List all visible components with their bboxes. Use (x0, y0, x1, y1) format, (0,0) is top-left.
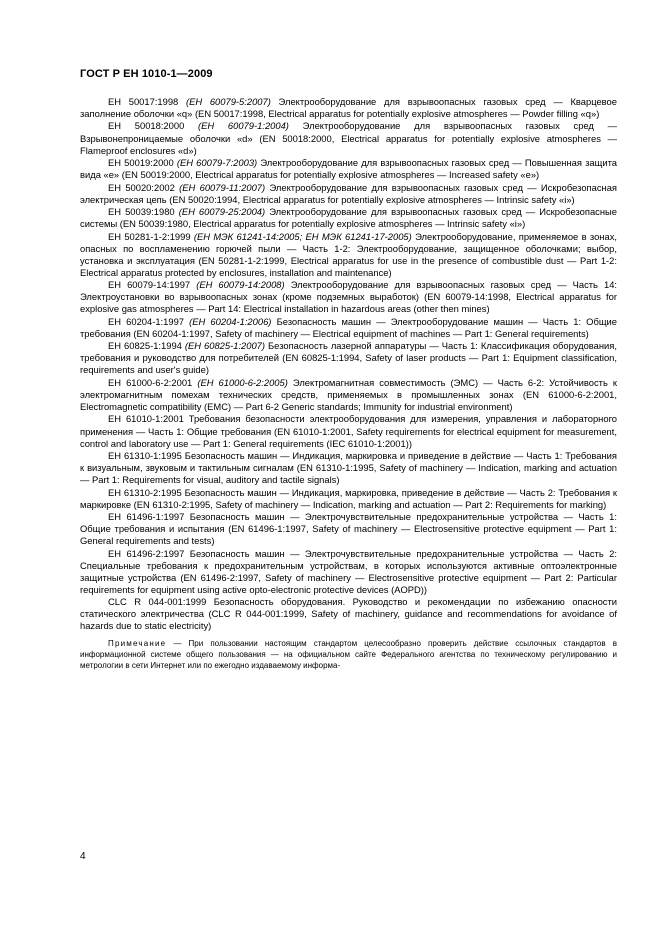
standard-id: ЕН 50018:2000 (108, 120, 185, 132)
list-item (80, 340, 617, 376)
standard-description: Безопасность машин — Электрочувствительные предохранительные устройства — Часть 2: Специальные требования к предохранительным устройствам, в которых используются активные оптоэлектронные защитные устройства (EN 61496-2:1997, Safety of machinery — Electrosensitive protective equipment — Part 2: Particular requirements for equipment using active opto-electronic protective devices (AOPD)) (80, 547, 617, 595)
standard-description: Электрооборудование для взрывоопасных газовых сред — Повышенная защита вида «е» (EN 50019:2000, Electrical apparatus for potentially explosive atmospheres — Increased safety «e») (80, 157, 617, 181)
page-number: 4 (80, 851, 86, 862)
list-item (80, 231, 617, 279)
standard-ref: (ЕН 60079-11:2007) (179, 181, 266, 193)
standard-id: ЕН 50019:2000 (108, 157, 174, 169)
list-item (80, 413, 617, 449)
standard-description: Электромагнитная совместимость (ЭМС) — Часть 6-2: Устойчивость к электромагнитным помехам технических средств, применяемых в промышленных зонах (EN 61000-6-2:2001, Electromagnetic compatibility (EMC) — Part 6-2 Generic standards; Immunity for industrial environment) (80, 376, 618, 413)
standard-ref: (ЕН 60825-1:2007) (184, 340, 266, 352)
list-item (80, 206, 617, 230)
note-text: — При пользовании настоящим стандартом целесообразно проверить действие ссылочных стандартов в информационной системе общего пользования — на официальном сайте Федерального агентства по техническому регулированию и метрологии в сети Интернет или по ежегодно издаваемому информа- (80, 638, 617, 671)
standard-description: Безопасность машин — Электрооборудование машин — Часть 1: Общие требования (EN 60204-1:1997, Safety of machinery — Electrical equipment of machines — Part 1: General requirements) (80, 315, 618, 339)
standard-description: Безопасность машин — Индикация, маркировка, приведение в действие — Часть 2: Требования к маркировке (EN 61310-2:1995, Safety of machinery — Indication, marking and actuation — Part 2: Requirements for marking) (80, 486, 617, 510)
standard-description: Безопасность машин — Индикация, маркировка и приведение в действие — Часть 1: Требования к визуальным, звуковым и тактильным сигналам (EN 61310-1:1995, Safety of machinery — Indication, marking and actuation — Part 1: Requirements for visual, auditory and tactile signals) (80, 449, 617, 486)
list-item (80, 182, 617, 206)
list-item (80, 96, 617, 120)
standard-id: ЕН 60079-14:1997 (108, 279, 191, 291)
list-item (80, 511, 617, 547)
note-label: Примечание (108, 638, 167, 648)
standard-id: ЕН 50281-1-2:1999 (108, 230, 191, 242)
standard-ref: (ЕН 60079-25:2004) (178, 206, 266, 218)
standard-description: Требования безопасности электрооборудования для измерения, управления и лабораторного применения — Часть 1: Общие требования (EN 61010-1:2001, Safety requirements for electrical equipment for measurement, control and laboratory use — Part 1: General requirements (IEC 61010-1:2001)) (80, 413, 617, 449)
standard-ref: (ЕН 60079-14:2008) (196, 279, 285, 291)
list-item (80, 279, 617, 315)
standard-id: ЕН 61000-6-2:2001 (108, 376, 193, 388)
standard-ref: (ЕН 60079-7:2003) (176, 157, 258, 169)
list-item (80, 548, 617, 596)
standard-ref: (ЕН МЭК 61241-14:2005; ЕН МЭК 61241-17-2005) (193, 230, 412, 242)
standard-id: ЕН 61310-2:1995 (108, 486, 182, 498)
document-header: ГОСТ Р ЕН 1010-1—2009 (80, 68, 213, 80)
standard-description: Безопасность оборудования. Руководство и рекомендации по избежанию опасности статического электричества (CLC R 044-001:1999, Safety of machinery, guidance and recommendations for avoidance of hazards due to static electricity) (80, 596, 617, 632)
standard-description: Электрооборудование для взрывоопасных газовых сред — Кварцевое заполнение оболочки «q» (EN 50017:1998, Electrical apparatus for potentially explosive atmospheres — Powder filling «q») (80, 96, 617, 120)
standard-id: ЕН 60204-1:1997 (108, 315, 185, 327)
list-item (80, 377, 617, 413)
standards-list (80, 96, 617, 679)
footnote (80, 638, 617, 672)
standard-description: Электрооборудование для взрывоопасных газовых сред — Взрывонепроницаемые оболочки «d» (EN 50018:2000, Electrical apparatus for potentially explosive atmospheres — Flameproof enclosures «d») (80, 120, 617, 156)
standard-id: ЕН 61496-1:1997 (108, 511, 185, 523)
list-item (80, 120, 617, 156)
standard-id: ЕН 50017:1998 (108, 96, 179, 107)
standard-ref: (ЕН 60079-5:2007) (185, 96, 271, 107)
list-item (80, 487, 617, 511)
standard-description: Электрооборудование для взрывоопасных газовых сред — Искробезопасные системы (EN 50039:1980, Electrical apparatus for potentially explosive atmospheres — Intrinsic safety «i») (80, 206, 617, 230)
list-item (80, 316, 617, 340)
list-item (80, 596, 617, 632)
standard-description: Электрооборудование для взрывоопасных газовых сред — Часть 14: Электроустановки во взрывоопасных зонах (кроме подземных выработок) (EN 60079-14:1998, Electrical apparatus for explosive gas atmospheres — Part 14: Electrical installation in hazardous areas (other then mines) (80, 279, 618, 315)
standard-id: ЕН 61496-2:1997 (108, 547, 185, 559)
standard-description: Безопасность лазерной аппаратуры — Часть 1: Классификация оборудования, требования и руководство для потребителей (EN 60825-1:1994, Safety of laser products — Part 1: Equipment classification, requirements and user's guide) (80, 340, 617, 376)
list-item (80, 157, 617, 181)
standard-id: CLC R 044-001:1999 (108, 596, 207, 608)
standard-id: ЕН 60825-1:1994 (108, 340, 182, 352)
standard-ref: (ЕН 61000-6-2:2005) (197, 376, 288, 388)
list-item (80, 450, 617, 486)
standard-description: Электрооборудование для взрывоопасных газовых сред — Искробезопасная электрическая цепь (EN 50020:1994, Electrical apparatus for potentially explosive atmospheres — Intrinsic safety «i») (80, 181, 617, 205)
standard-ref: (ЕН 60079-1:2004) (198, 120, 289, 132)
standard-id: ЕН 61310-1:1995 (108, 449, 182, 461)
standard-description: Безопасность машин — Электрочувствительные предохранительные устройства — Часть 1: Общие требования и испытания (EN 61496-1:1997, Safety of machinery — Electrosensitive protective equipment — Part 1: General requirements and tests) (80, 511, 617, 547)
standard-id: ЕН 61010-1:2001 (108, 413, 184, 425)
standard-id: ЕН 50020:2002 (108, 181, 175, 193)
standard-ref: (ЕН 60204-1:2006) (189, 315, 272, 327)
standard-description: Электрооборудование, применяемое в зонах, опасных по воспламенению горючей пыли — Часть 1-2: Электрооборудование, защищенное оболочками; выбор, установка и эксплуатация (EN 50281-1-2:1999, Electrical apparatus for use in the presence of combustible dust — Part 1-2: Electrical apparatus protected by enclosures, installation and maintenance) (80, 230, 617, 278)
standard-id: ЕН 50039:1980 (108, 206, 175, 218)
